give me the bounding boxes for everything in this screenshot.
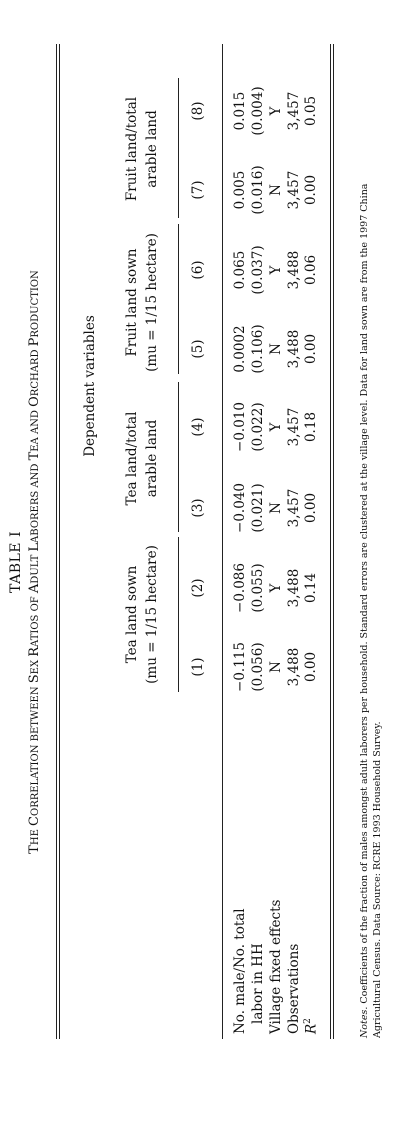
row-label-coef-cont: labor in HH xyxy=(250,943,266,1024)
dependent-variables-header: Dependent variables xyxy=(82,315,98,457)
group-header-tea-sown xyxy=(122,537,162,692)
title-part-rest: EX xyxy=(30,656,41,675)
top-rule-1 xyxy=(56,44,57,1039)
title-part-rest: ATIOS OF xyxy=(30,593,41,647)
r2-cell: 0.00 xyxy=(303,651,319,683)
column-number: (7) xyxy=(190,180,206,200)
group-1-line2: (mu = 1/15 hectare) xyxy=(144,545,160,684)
notes-line-1: Coefficients of the fraction of males amongst adult laborers per household. Standard errors are clustered at the village level. Data for land sown are from the 1997 China xyxy=(359,183,370,1007)
r2-symbol: R xyxy=(303,1023,320,1034)
column-number: (2) xyxy=(190,578,206,598)
r2-cell: 0.05 xyxy=(303,95,319,127)
coef-cell: 0.005 xyxy=(232,170,248,210)
se-cell: (0.106) xyxy=(250,324,266,374)
title-part-cap: A xyxy=(27,583,42,594)
fe-cell: N xyxy=(268,502,284,514)
fe-cell: N xyxy=(268,661,284,673)
title-part-cap: P xyxy=(27,337,42,347)
r2-cell: 0.00 xyxy=(303,174,319,206)
coef-cell: 0.015 xyxy=(232,91,248,131)
coef-cell: 0.065 xyxy=(232,250,248,290)
fe-cell: N xyxy=(268,184,284,196)
group-2-line2: arable land xyxy=(144,419,160,498)
group-4-underline xyxy=(178,78,179,218)
notes-line-2: Agricultural Census. Data Source: RCRE 1993 Household Survey. xyxy=(372,721,383,1038)
group-header-fruit-share xyxy=(122,74,162,224)
coef-cell: −0.086 xyxy=(232,563,248,613)
title-part-rest: ABORERS AND xyxy=(30,460,41,543)
coef-cell: 0.0002 xyxy=(232,325,248,373)
row-label-observations: Observations xyxy=(286,943,302,1034)
column-number: (5) xyxy=(190,339,206,359)
group-4-line1: Fruit land/total xyxy=(124,96,140,202)
group-2-line1: Tea land/total xyxy=(124,411,140,506)
group-1-line1: Tea land sown xyxy=(124,565,140,664)
r2-cell: 0.06 xyxy=(303,254,319,286)
notes-label: Notes. xyxy=(359,1006,370,1038)
r2-cell: 0.00 xyxy=(303,333,319,365)
obs-cell: 3,457 xyxy=(286,91,302,131)
se-cell: (0.004) xyxy=(250,86,266,136)
header-bottom-rule xyxy=(222,44,223,1039)
fe-cell: Y xyxy=(268,583,284,593)
group-4-line2: arable land xyxy=(144,110,160,188)
title-part-cap: O xyxy=(27,396,42,407)
row-label-coef: No. male/No. total xyxy=(232,908,248,1034)
obs-cell: 3,457 xyxy=(286,170,302,210)
table-title xyxy=(26,0,42,1124)
column-number: (6) xyxy=(190,260,206,280)
bottom-rule-1 xyxy=(330,44,331,1039)
group-3-underline xyxy=(178,224,179,374)
group-header-fruit-sown xyxy=(122,225,162,380)
fe-cell: Y xyxy=(268,106,284,116)
column-number: (3) xyxy=(190,498,206,518)
group-1-underline xyxy=(178,537,179,692)
coef-cell: −0.010 xyxy=(232,402,248,452)
se-cell: (0.037) xyxy=(250,245,266,295)
r2-cell: 0.00 xyxy=(303,492,319,524)
obs-cell: 3,457 xyxy=(286,407,302,447)
top-rule-2 xyxy=(59,44,60,1039)
title-part-cap: T xyxy=(27,845,42,854)
bottom-rule-2 xyxy=(333,44,334,1039)
r2-superscript: 2 xyxy=(303,1018,313,1024)
group-3-line2: (mu = 1/15 hectare) xyxy=(144,233,160,372)
obs-cell: 3,488 xyxy=(286,568,302,608)
title-part-rest: HE xyxy=(30,825,41,846)
title-part-rest: ORRELATION BETWEEN xyxy=(30,683,41,816)
group-2-underline xyxy=(178,382,179,532)
title-part-cap: L xyxy=(27,542,42,552)
coef-cell: −0.115 xyxy=(232,642,248,692)
se-cell: (0.022) xyxy=(250,402,266,452)
obs-cell: 3,457 xyxy=(286,488,302,528)
obs-cell: 3,488 xyxy=(286,647,302,687)
title-part-cap: C xyxy=(27,816,42,826)
column-number: (1) xyxy=(190,657,206,677)
se-cell: (0.016) xyxy=(250,165,266,215)
obs-cell: 3,488 xyxy=(286,250,302,290)
title-part-rest: EA AND xyxy=(30,406,41,452)
title-part-rest: RODUCTION xyxy=(30,270,41,338)
title-part-rest: RCHARD xyxy=(30,346,41,397)
title-part-cap: T xyxy=(27,451,42,461)
title-part-cap: R xyxy=(27,646,42,657)
table-label: TABLE I xyxy=(8,531,24,593)
column-number: (4) xyxy=(190,417,206,437)
column-number: (8) xyxy=(190,101,206,121)
fe-cell: N xyxy=(268,343,284,355)
fe-cell: Y xyxy=(268,265,284,275)
group-3-line1: Fruit land sown xyxy=(124,248,140,357)
group-header-tea-share xyxy=(122,381,162,536)
coef-cell: −0.040 xyxy=(232,483,248,533)
r2-cell: 0.14 xyxy=(303,572,319,604)
row-label-village-fe: Village fixed effects xyxy=(268,899,284,1034)
obs-cell: 3,488 xyxy=(286,329,302,369)
se-cell: (0.021) xyxy=(250,483,266,533)
table-notes xyxy=(358,184,384,1038)
fe-cell: Y xyxy=(268,422,284,432)
r2-cell: 0.18 xyxy=(303,411,319,443)
row-label-r2 xyxy=(303,1018,320,1034)
title-part-rest: DULT xyxy=(30,551,41,584)
se-cell: (0.055) xyxy=(250,563,266,613)
title-part-cap: S xyxy=(27,674,42,684)
se-cell: (0.056) xyxy=(250,642,266,692)
